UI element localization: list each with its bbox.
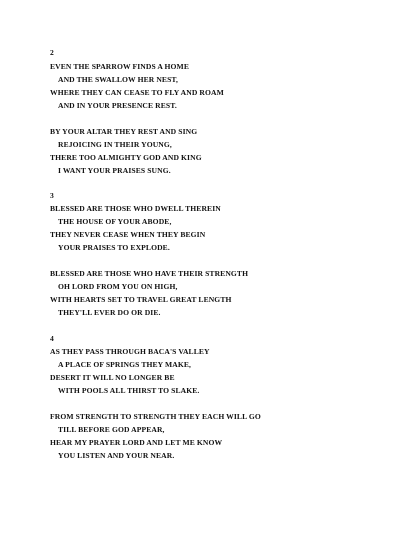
verse-line: DESERT IT WILL NO LONGER BE: [50, 373, 175, 382]
verse-line: THERE TOO ALMIGHTY GOD AND KING: [50, 153, 202, 162]
verse-line: FROM STRENGTH TO STRENGTH THEY EACH WILL GO: [50, 412, 261, 421]
verse-line: THEY NEVER CEASE WHEN THEY BEGIN: [50, 230, 206, 239]
verse-line: THEY'LL EVER DO OR DIE.: [58, 308, 161, 317]
verse-line: A PLACE OF SPRINGS THEY MAKE,: [58, 360, 191, 369]
verse-line: WITH HEARTS SET TO TRAVEL GREAT LENGTH: [50, 295, 232, 304]
verse-line: HEAR MY PRAYER LORD AND LET ME KNOW: [50, 438, 223, 447]
verse-line: YOU LISTEN AND YOUR NEAR.: [58, 451, 175, 460]
verse-line: OH LORD FROM YOU ON HIGH,: [58, 282, 178, 291]
verse-line: WITH POOLS ALL THIRST TO SLAKE.: [58, 386, 200, 395]
verse-line: BY YOUR ALTAR THEY REST AND SING: [50, 127, 198, 136]
verse-number: 3: [50, 191, 54, 200]
verse-line: AND IN YOUR PRESENCE REST.: [58, 101, 177, 110]
verse-line: BLESSED ARE THOSE WHO HAVE THEIR STRENGTH: [50, 269, 249, 278]
verse-line: AND THE SWALLOW HER NEST,: [58, 75, 179, 84]
verse-line: AS THEY PASS THROUGH BACA'S VALLEY: [50, 347, 210, 356]
verse-line: I WANT YOUR PRAISES SUNG.: [58, 166, 171, 175]
verse-line: TILL BEFORE GOD APPEAR,: [58, 425, 165, 434]
verse-line: BLESSED ARE THOSE WHO DWELL THEREIN: [50, 204, 221, 213]
verse-line: EVEN THE SPARROW FINDS A HOME: [50, 62, 189, 71]
verse-line: WHERE THEY CAN CEASE TO FLY AND ROAM: [50, 88, 224, 97]
verse-line: REJOICING IN THEIR YOUNG,: [58, 140, 172, 149]
verse-line: THE HOUSE OF YOUR ABODE,: [58, 217, 172, 226]
verse-line: YOUR PRAISES TO EXPLODE.: [58, 243, 170, 252]
verse-number: 2: [50, 48, 54, 57]
verse-number: 4: [50, 334, 54, 343]
